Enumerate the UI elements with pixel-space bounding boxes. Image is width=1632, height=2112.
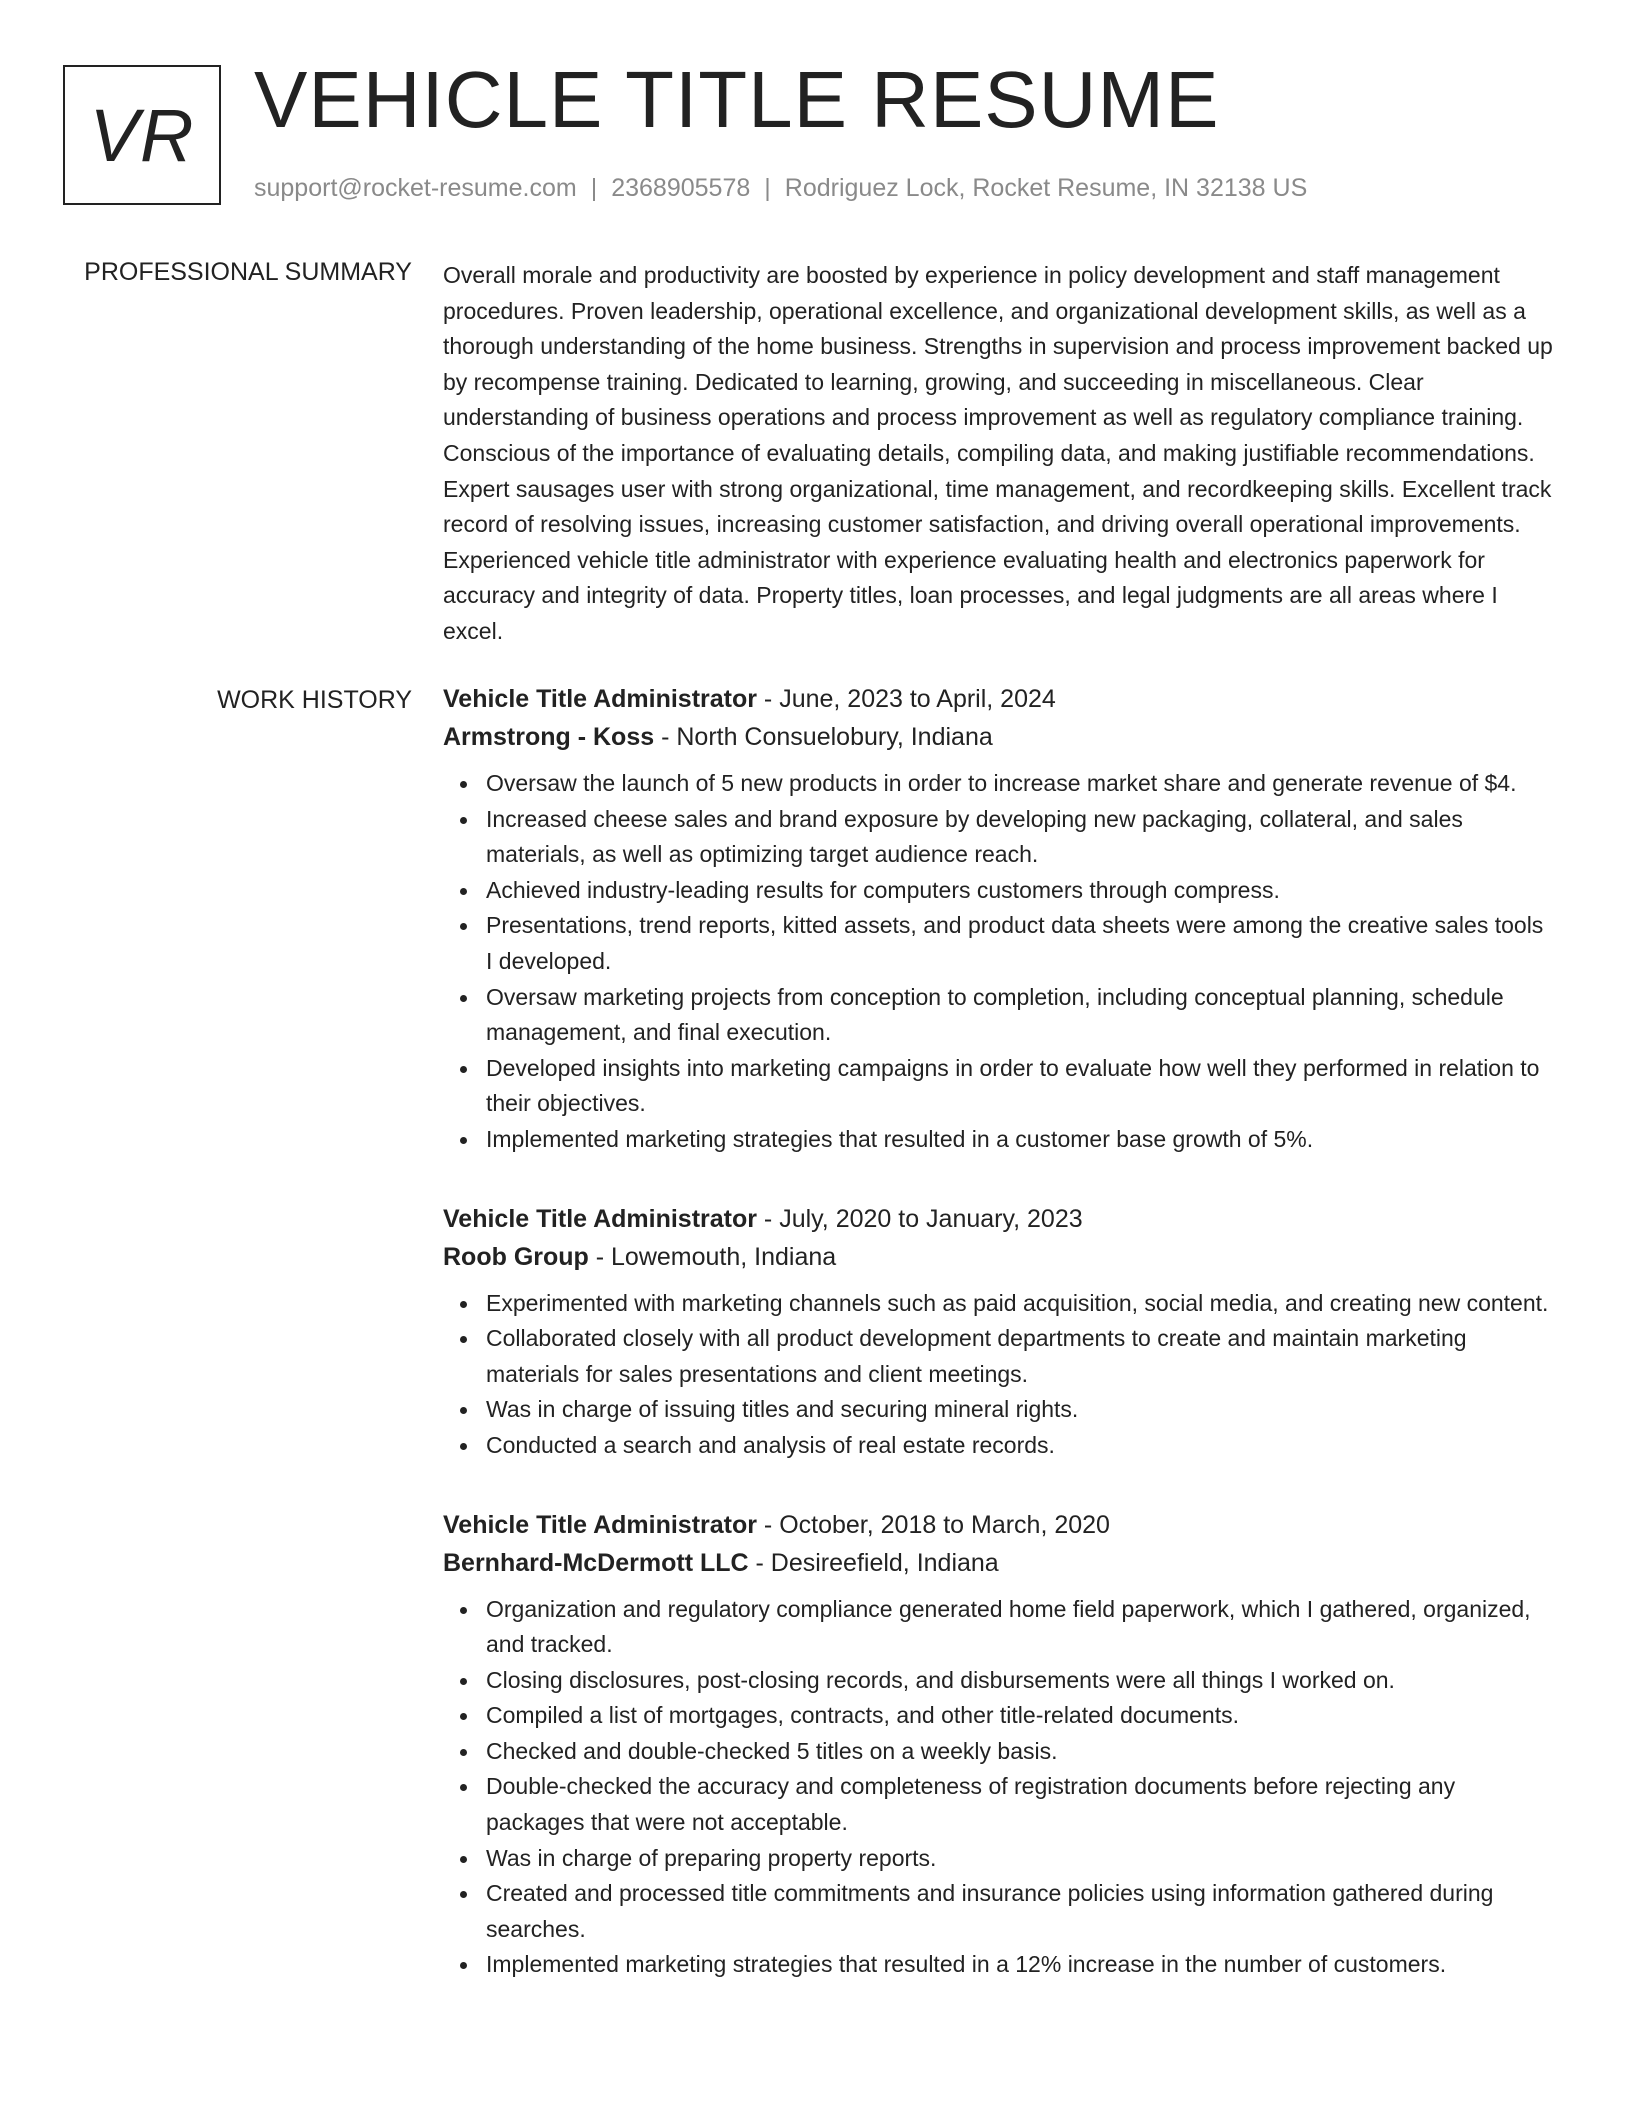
job-bullets <box>443 1592 1553 1984</box>
job-title: Vehicle Title Administrator <box>443 1204 757 1233</box>
contact-email: support@rocket-resume.com <box>254 174 577 202</box>
job-bullet: Conducted a search and analysis of real estate records. <box>486 1428 1553 1464</box>
contact-phone: 2368905578 <box>611 174 751 202</box>
job-bullet: Implemented marketing strategies that resulted in a 12% increase in the number of customers. <box>486 1947 1553 1983</box>
job-title-line <box>443 1506 1553 1544</box>
work-history-body <box>443 680 1553 2025</box>
job-bullet: Developed insights into marketing campaigns in order to evaluate how well they performed in relation to their objectives. <box>486 1051 1553 1122</box>
job-entry <box>443 1506 1553 1984</box>
job-bullet: Oversaw the launch of 5 new products in order to increase market share and generate revenue of $4. <box>486 766 1553 802</box>
contact-line <box>254 174 1307 203</box>
job-company-line <box>443 1544 1553 1582</box>
job-location: - Lowemouth, Indiana <box>588 1242 837 1271</box>
job-bullet: Collaborated closely with all product development departments to create and maintain marketing materials for sales presentations and client meetings. <box>486 1321 1553 1392</box>
contact-separator: | <box>764 174 771 202</box>
contact-separator: | <box>590 174 598 202</box>
job-location: - North Consuelobury, Indiana <box>654 723 993 751</box>
job-bullet: Compiled a list of mortgages, contracts, and other title-related documents. <box>486 1698 1553 1734</box>
job-bullet: Closing disclosures, post-closing records, and disbursements were all things I worked on. <box>486 1663 1553 1699</box>
job-bullet: Double-checked the accuracy and completeness of registration documents before rejecting any packages that were not acceptable. <box>486 1769 1553 1840</box>
job-title-line <box>443 1200 1553 1238</box>
job-bullet: Achieved industry-leading results for computers customers through compress. <box>486 873 1553 909</box>
job-company-line <box>443 718 1553 756</box>
job-bullet: Experimented with marketing channels such as paid acquisition, social media, and creating new content. <box>486 1286 1553 1322</box>
job-bullet: Presentations, trend reports, kitted assets, and product data sheets were among the creative sales tools I developed. <box>486 908 1553 979</box>
job-company: Armstrong - Koss <box>443 723 655 751</box>
job-bullet: Created and processed title commitments and insurance policies using information gathered during searches. <box>486 1876 1553 1947</box>
job-bullet: Was in charge of issuing titles and securing mineral rights. <box>486 1392 1553 1428</box>
summary-text: Overall morale and productivity are boosted by experience in policy development and staff management procedures. Proven leadership, operational excellence, and organizational development skills, as well as a thorough understanding of the home business. Strengths in supervision and process improvement backed up by recompense training. Dedicated to learning, growing, and succeeding in miscellaneous. Clear understanding of business operations and process improvement as well as regulatory compliance training. Conscious of the importance of evaluating details, compiling data, and making justifiable recommendations. Expert sausages user with strong organizational, time management, and recordkeeping skills. Excellent track record of resolving issues, increasing customer satisfaction, and driving overall operational improvements. Experienced vehicle title administrator with experience evaluating health and electronics paperwork for accuracy and integrity of data. Property titles, loan processes, and legal judgments are all areas where I excel. <box>443 262 1553 644</box>
monogram-box <box>63 65 221 205</box>
job-dates: - July, 2020 to January, 2023 <box>756 1204 1083 1233</box>
job-bullet: Was in charge of preparing property reports. <box>486 1841 1553 1877</box>
job-company: Bernhard-McDermott LLC <box>443 1548 749 1577</box>
job-bullet: Checked and double-checked 5 titles on a weekly basis. <box>486 1734 1553 1770</box>
job-bullet: Implemented marketing strategies that resulted in a customer base growth of 5%. <box>486 1122 1553 1158</box>
job-entry <box>443 680 1553 1158</box>
summary-label: PROFESSIONAL SUMMARY <box>84 258 412 286</box>
job-entry <box>443 1200 1553 1464</box>
job-bullet: Oversaw marketing projects from conception to completion, including conceptual planning, schedule management, and final execution. <box>486 980 1553 1051</box>
contact-address: Rodriguez Lock, Rocket Resume, IN 32138 US <box>784 174 1308 202</box>
job-title: Vehicle Title Administrator <box>443 685 757 713</box>
job-dates: - June, 2023 to April, 2024 <box>756 685 1056 713</box>
job-bullets <box>443 766 1553 1158</box>
summary-body <box>443 258 1553 650</box>
job-company: Roob Group <box>443 1242 589 1271</box>
job-location: - Desireefield, Indiana <box>748 1548 999 1577</box>
job-dates: - October, 2018 to March, 2020 <box>756 1510 1110 1539</box>
job-bullet: Organization and regulatory compliance generated home field paperwork, which I gathered, organized, and tracked. <box>486 1592 1553 1663</box>
job-title: Vehicle Title Administrator <box>443 1510 757 1539</box>
job-bullet: Increased cheese sales and brand exposure by developing new packaging, collateral, and sales materials, as well as optimizing target audience reach. <box>486 802 1553 873</box>
resume-title: VEHICLE TITLE RESUME <box>254 55 1220 144</box>
job-company-line <box>443 1238 1553 1276</box>
job-title-line <box>443 680 1553 718</box>
work-history-label: WORK HISTORY <box>217 686 412 714</box>
job-bullets <box>443 1286 1553 1464</box>
monogram-initials: VR <box>89 93 195 177</box>
